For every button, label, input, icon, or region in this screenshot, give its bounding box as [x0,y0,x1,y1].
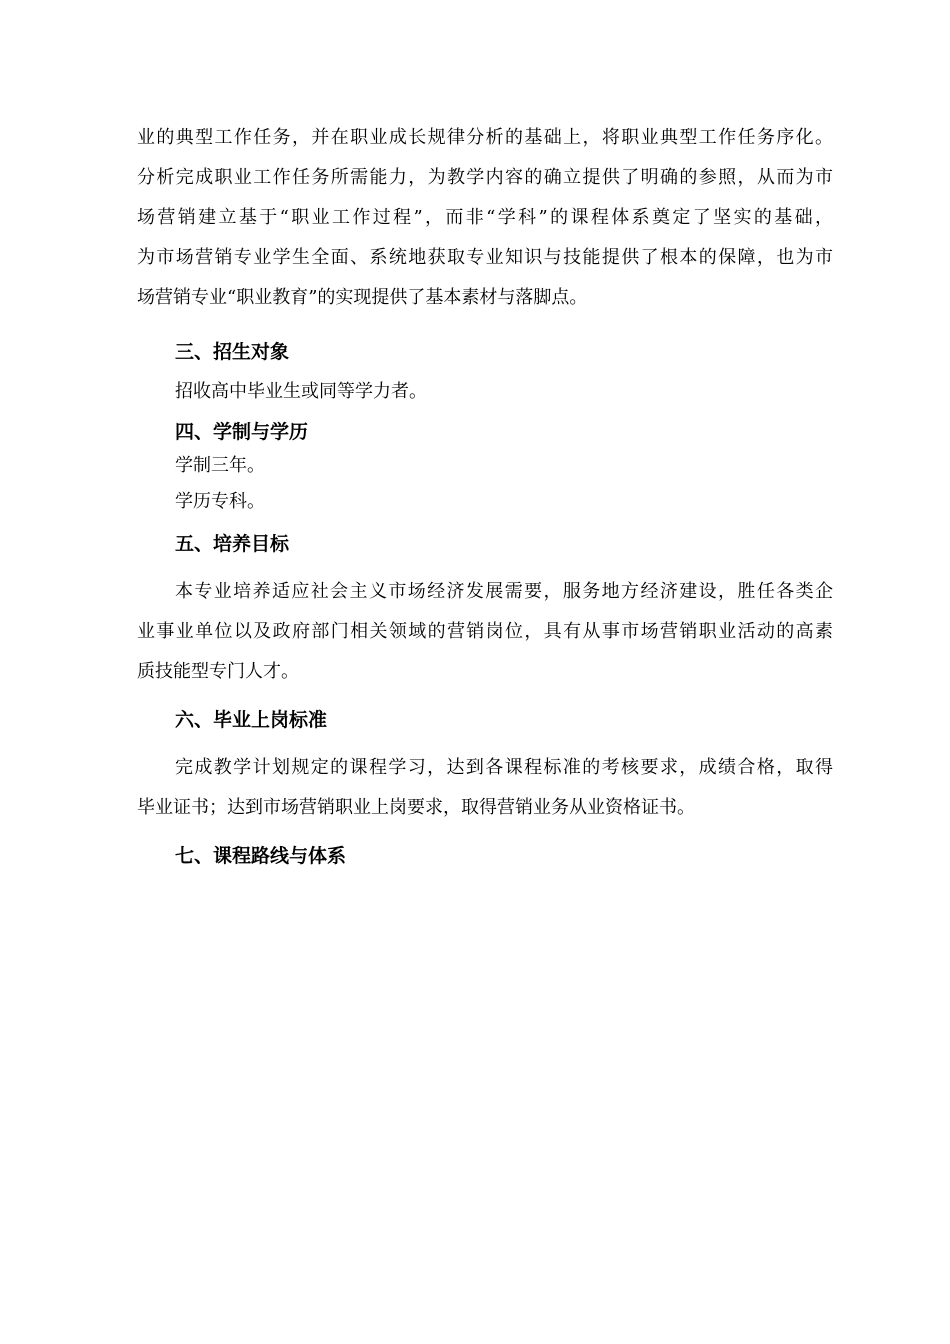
section-heading-graduation: 六、毕业上岗标准 [175,709,328,731]
graduation-paragraph [137,748,833,828]
paragraph-line: 毕业证书；达到市场营销职业上岗要求，取得营销业务从业资格证书。 [137,797,695,818]
paragraph-line: 业的典型工作任务，并在职业成长规律分析的基础上，将职业典型工作任务序化。 [137,127,833,148]
section-heading-duration: 四、学制与学历 [175,421,309,443]
intro-paragraph [137,118,833,318]
paragraph-line: 完成教学计划规定的课程学习，达到各课程标准的考核要求，成绩合格，取得 [175,757,833,778]
paragraph-line: 分析完成职业工作任务所需能力，为教学内容的确立提供了明确的参照，从而为市 [137,167,833,188]
paragraph-line: 学制三年。 [175,455,265,476]
paragraph-line: 质技能型专门人才。 [137,661,299,682]
section-heading-curriculum: 七、课程路线与体系 [175,845,347,867]
paragraph-line: 为市场营销专业学生全面、系统地获取专业知识与技能提供了根本的保障，也为市 [137,247,833,268]
paragraph-line: 场营销专业“职业教育”的实现提供了基本素材与落脚点。 [137,287,588,308]
paragraph-line: 业事业单位以及政府部门相关领域的营销岗位，具有从事市场营销职业活动的高素 [137,621,833,642]
paragraph-line: 招收高中毕业生或同等学力者。 [175,381,427,402]
section-heading-objective: 五、培养目标 [175,533,290,555]
section-heading-enrollment: 三、招生对象 [175,341,290,363]
enrollment-paragraph [137,372,833,412]
document-body [137,118,833,872]
paragraph-line: 学历专科。 [175,491,265,512]
paragraph-line: 场营销建立基于“职业工作过程”，而非“学科”的课程体系奠定了坚实的基础， [137,207,833,228]
objective-paragraph [137,572,833,692]
duration-paragraph [137,448,833,520]
paragraph-line: 本专业培养适应社会主义市场经济发展需要，服务地方经济建设，胜任各类企 [175,581,833,602]
